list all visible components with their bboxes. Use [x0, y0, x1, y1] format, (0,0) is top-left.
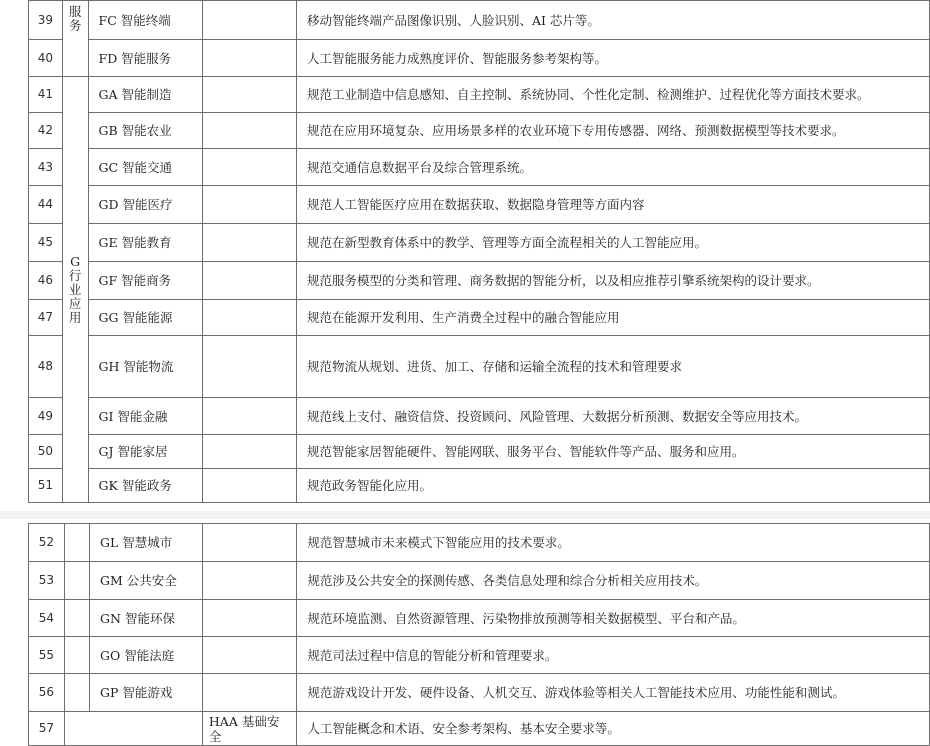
sub-category-cell — [202, 600, 296, 637]
page-separator — [0, 511, 930, 519]
row-number: 48 — [29, 336, 63, 398]
row-number: 56 — [29, 674, 65, 712]
item-name: GN 智能环保 — [90, 600, 203, 637]
item-description: 规范在能源开发利用、生产消费全过程中的融合智能应用 — [296, 300, 929, 336]
row-number: 44 — [29, 186, 63, 224]
row-number: 57 — [29, 712, 65, 746]
empty-cell — [203, 149, 297, 186]
empty-cell — [203, 186, 297, 224]
empty-cell — [203, 469, 297, 503]
item-name: GF 智能商务 — [88, 262, 203, 300]
row-number: 43 — [29, 149, 63, 186]
standards-table-bottom — [28, 523, 930, 746]
category-letter: G — [70, 253, 81, 269]
category-cell — [64, 562, 89, 600]
row-number: 47 — [29, 300, 63, 336]
row-number: 52 — [29, 524, 65, 562]
table-row — [29, 562, 930, 600]
item-name: GO 智能法庭 — [90, 637, 203, 674]
sub-category-cell — [202, 562, 296, 600]
table-row — [29, 186, 930, 224]
item-description: 规范司法过程中信息的智能分析和管理要求。 — [297, 637, 930, 674]
item-description: 规范政务智能化应用。 — [296, 469, 929, 503]
item-description: 规范工业制造中信息感知、自主控制、系统协同、个性化定制、检测维护、过程优化等方面技术要求。 — [296, 77, 929, 113]
empty-cell — [203, 300, 297, 336]
item-description: 规范线上支付、融资信贷、投资顾问、风险管理、大数据分析预测、数据安全等应用技术。 — [296, 398, 929, 435]
item-name: GG 智能能源 — [88, 300, 203, 336]
sub-category-cell — [202, 637, 296, 674]
row-number: 55 — [29, 637, 65, 674]
item-name: FC 智能终端 — [88, 1, 203, 40]
item-description: 规范在新型教育体系中的教学、管理等方面全流程相关的人工智能应用。 — [296, 224, 929, 262]
table-row — [29, 674, 930, 712]
item-description: 规范服务模型的分类和管理、商务数据的智能分析，以及相应推荐引擎系统架构的设计要求。 — [296, 262, 929, 300]
table-row — [29, 600, 930, 637]
table-row — [29, 224, 930, 262]
category-cell — [64, 637, 89, 674]
table-row — [29, 712, 930, 746]
empty-cell — [203, 1, 297, 40]
item-name: FD 智能服务 — [88, 40, 203, 77]
table-row — [29, 262, 930, 300]
item-name: GJ 智能家居 — [88, 435, 203, 469]
table-row — [29, 398, 930, 435]
table-row — [29, 1, 930, 40]
sub-category-cell — [202, 674, 296, 712]
item-description: 规范交通信息数据平台及综合管理系统。 — [296, 149, 929, 186]
row-number: 45 — [29, 224, 63, 262]
category-label: 行业应用 — [68, 267, 82, 325]
empty-cell — [203, 398, 297, 435]
item-description: 规范游戏设计开发、硬件设备、人机交互、游戏体验等相关人工智能技术应用、功能性能和测试。 — [297, 674, 930, 712]
item-description: 规范环境监测、自然资源管理、污染物排放预测等相关数据模型、平台和产品。 — [297, 600, 930, 637]
row-number: 40 — [29, 40, 63, 77]
item-name: GD 智能医疗 — [88, 186, 203, 224]
item-name: GE 智能教育 — [88, 224, 203, 262]
table-row — [29, 469, 930, 503]
empty-cell — [203, 262, 297, 300]
item-name — [90, 712, 203, 746]
sub-category-cell: HAA 基础安全 — [202, 712, 296, 746]
item-description: 规范智能家居智能硬件、智能网联、服务平台、智能软件等产品、服务和应用。 — [296, 435, 929, 469]
item-description: 人工智能概念和术语、安全参考架构、基本安全要求等。 — [297, 712, 930, 746]
row-number: 41 — [29, 77, 63, 113]
row-number: 42 — [29, 113, 63, 149]
item-name: GL 智慧城市 — [90, 524, 203, 562]
item-description: 规范物流从规划、进货、加工、存储和运输全流程的技术和管理要求 — [296, 336, 929, 398]
table-row — [29, 435, 930, 469]
table-row — [29, 40, 930, 77]
row-number: 46 — [29, 262, 63, 300]
standards-table-top — [28, 0, 930, 503]
table-row — [29, 336, 930, 398]
item-description: 规范人工智能医疗应用在数据获取、数据隐身管理等方面内容 — [296, 186, 929, 224]
item-name: GC 智能交通 — [88, 149, 203, 186]
sub-category-cell — [202, 524, 296, 562]
category-cell — [64, 524, 89, 562]
table-row — [29, 149, 930, 186]
item-name: GH 智能物流 — [88, 336, 203, 398]
item-description: 移动智能终端产品图像识别、人脸识别、AI 芯片等。 — [296, 1, 929, 40]
table-row — [29, 524, 930, 562]
item-name: GI 智能金融 — [88, 398, 203, 435]
item-description: 规范智慧城市未来模式下智能应用的技术要求。 — [297, 524, 930, 562]
category-cell — [64, 674, 89, 712]
row-number: 39 — [29, 1, 63, 40]
item-name: GP 智能游戏 — [90, 674, 203, 712]
category-cell — [64, 712, 89, 746]
item-name: GM 公共安全 — [90, 562, 203, 600]
category-service: 服务 — [62, 1, 88, 77]
empty-cell — [203, 435, 297, 469]
row-number: 51 — [29, 469, 63, 503]
item-description: 规范涉及公共安全的探测传感、各类信息处理和综合分析相关应用技术。 — [297, 562, 930, 600]
table-row — [29, 637, 930, 674]
item-name: GK 智能政务 — [88, 469, 203, 503]
row-number: 50 — [29, 435, 63, 469]
row-number: 53 — [29, 562, 65, 600]
table-row — [29, 113, 930, 149]
category-industry — [62, 77, 88, 503]
table-row — [29, 77, 930, 113]
item-name: GA 智能制造 — [88, 77, 203, 113]
row-number: 49 — [29, 398, 63, 435]
empty-cell — [203, 77, 297, 113]
empty-cell — [203, 40, 297, 77]
table-row — [29, 300, 930, 336]
empty-cell — [203, 113, 297, 149]
item-description: 规范在应用环境复杂、应用场景多样的农业环境下专用传感器、网络、预测数据模型等技术要求。 — [296, 113, 929, 149]
item-name: GB 智能农业 — [88, 113, 203, 149]
empty-cell — [203, 336, 297, 398]
item-description: 人工智能服务能力成熟度评价、智能服务参考架构等。 — [296, 40, 929, 77]
row-number: 54 — [29, 600, 65, 637]
empty-cell — [203, 224, 297, 262]
category-cell — [64, 600, 89, 637]
